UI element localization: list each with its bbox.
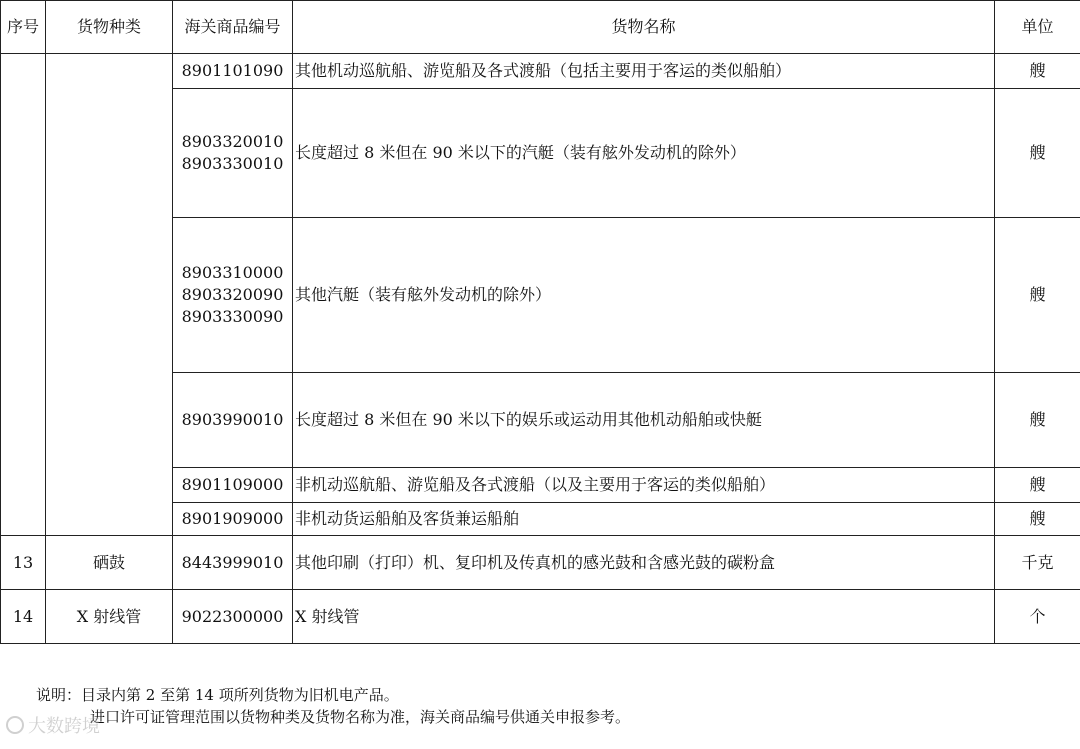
name-cell: 长度超过 8 米但在 90 米以下的娱乐或运动用其他机动船舶或快艇 [293,373,995,468]
unit-cell: 艘 [995,218,1080,373]
code-value: 8901101090 [181,61,284,80]
table-row [1,536,1080,590]
code-cell [173,590,293,644]
code-cell [173,54,293,89]
header-row [1,1,1080,54]
code-cell [173,468,293,503]
watermark-logo-icon [6,716,24,734]
category-cell: X 射线管 [46,590,173,644]
code-cell [173,218,293,373]
category-cell: 硒鼓 [46,536,173,590]
code-value: 8901109000 [181,475,284,494]
name-cell: 非机动巡航船、游览船及各式渡船（以及主要用于客运的类似船舶） [293,468,995,503]
code-value: 8903330090 [181,307,284,326]
unit-cell: 艘 [995,89,1080,218]
watermark-text: 大数跨境 [28,716,100,737]
name-cell: 其他印刷（打印）机、复印机及传真机的感光鼓和含感光鼓的碳粉盒 [293,536,995,590]
header-code: 海关商品编号 [173,1,293,54]
notes [36,684,630,728]
header-category: 货物种类 [46,1,173,54]
header-name: 货物名称 [293,1,995,54]
code-value: 8903320090 [181,285,284,304]
table-row [1,590,1080,644]
code-value: 8901909000 [181,509,284,528]
code-cell [173,373,293,468]
category-cell [46,54,173,536]
note-line-2: 进口许可证管理范围以货物种类及货物名称为准，海关商品编号供通关申报参考。 [90,708,631,726]
unit-cell: 艘 [995,468,1080,503]
code-value: 9022300000 [181,606,284,626]
code-value: 8443999010 [181,552,284,572]
seq-cell: 14 [1,590,46,644]
seq-cell: 13 [1,536,46,590]
unit-cell: 艘 [995,373,1080,468]
code-value: 8903990010 [181,410,284,429]
unit-cell: 艘 [995,503,1080,536]
table-row [1,54,1080,89]
header-unit: 单位 [995,1,1080,54]
unit-cell: 个 [995,590,1080,644]
name-cell: 长度超过 8 米但在 90 米以下的汽艇（装有舷外发动机的除外） [293,89,995,218]
code-value: 8903330010 [181,154,284,173]
name-cell: 其他汽艇（装有舷外发动机的除外） [293,218,995,373]
code-value: 8903320010 [181,132,284,151]
code-cell [173,89,293,218]
note-line-1: 说明：目录内第 2 至第 14 项所列货物为旧机电产品。 [36,686,399,704]
name-cell: 非机动货运船舶及客货兼运船舶 [293,503,995,536]
header-seq: 序号 [1,1,46,54]
seq-cell [1,54,46,536]
code-cell [173,503,293,536]
code-value: 8903310000 [181,263,284,282]
unit-cell: 艘 [995,54,1080,89]
code-cell [173,536,293,590]
watermark [6,712,100,738]
name-cell: 其他机动巡航船、游览船及各式渡船（包括主要用于客运的类似船舶） [293,54,995,89]
name-cell: X 射线管 [293,590,995,644]
unit-cell: 千克 [995,536,1080,590]
